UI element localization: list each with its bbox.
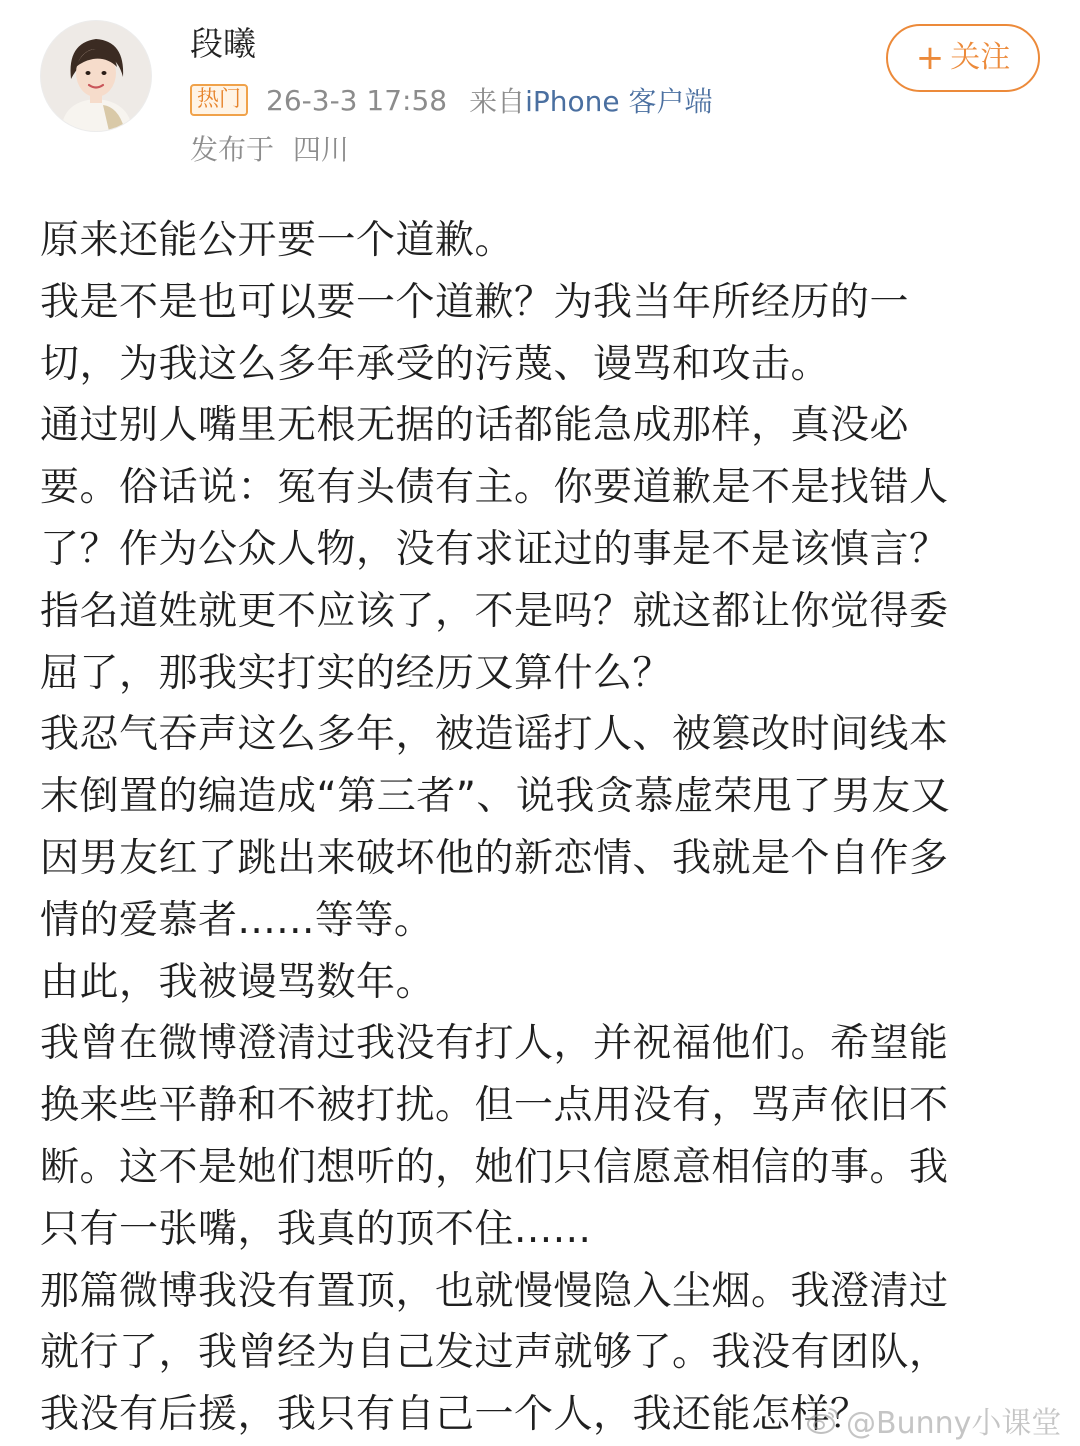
- post-text-line: 我是不是也可以要一个道歉？为我当年所经历的一: [40, 279, 910, 325]
- post-meta: [190, 80, 713, 120]
- post-text-line: 原来还能公开要一个道歉。: [40, 218, 515, 263]
- post-header: [0, 0, 1080, 180]
- post-text-line: 就行了，我曾经为自己发过声就够了。我没有团队，: [40, 1330, 949, 1376]
- post-text-line: 换来些平静和不被打扰。但一点用没有，骂声依旧不: [40, 1083, 949, 1129]
- post-text-line: 情的爱慕者......等等。: [40, 897, 434, 943]
- post-text-line: 指名道姓就更不应该了，不是吗？就这都让你觉得委: [40, 588, 949, 634]
- post-text-line: 屈了，那我实打实的经历又算什么？: [40, 650, 673, 696]
- post-text-line: 了？作为公众人物，没有求证过的事是不是该慎言？: [40, 526, 949, 572]
- hot-badge: 热门: [190, 84, 248, 116]
- post-text-line: 我忍气吞声这么多年，被造谣打人、被篡改时间线本: [40, 712, 949, 758]
- watermark-text: @Bunny小课堂: [846, 1406, 1062, 1441]
- source-prefix: 来自: [469, 85, 526, 118]
- post-text-line: 我没有后援，我只有自己一个人，我还能怎样？: [40, 1392, 870, 1438]
- post-text-line: 我曾在微博澄清过我没有打人，并祝福他们。希望能: [40, 1021, 949, 1067]
- avatar-photo-icon: [41, 21, 151, 131]
- post-text-line: 因男友红了跳出来破坏他的新恋情、我就是个自作多: [40, 835, 949, 881]
- post-location: [190, 130, 349, 170]
- post-text-line: 末倒置的编造成“第三者”、说我贪慕虚荣甩了男友又: [40, 774, 951, 820]
- post-time: 26-3-3 17:58: [266, 83, 448, 117]
- author-avatar[interactable]: [40, 20, 152, 132]
- post-text-line: 要。俗话说：冤有头债有主。你要道歉是不是找错人: [40, 465, 949, 511]
- post-text-line: 只有一张嘴，我真的顶不住......: [40, 1206, 592, 1252]
- location-label: 发布于: [190, 133, 275, 166]
- post-text-line: 断。这不是她们想听的，她们只信愿意相信的事。我: [40, 1144, 949, 1190]
- weibo-logo-icon: [806, 1405, 840, 1435]
- post-text-line: 由此，我被谩骂数年。: [40, 959, 436, 1005]
- watermark: [806, 1398, 1061, 1442]
- author-name[interactable]: 段曦: [190, 24, 256, 63]
- post-text-line: 通过别人嘴里无根无据的话都能急成那样，真没必: [40, 403, 910, 449]
- follow-button[interactable]: [886, 24, 1040, 92]
- location-value: 四川: [292, 133, 349, 166]
- post-text-line: 那篇微博我没有置顶，也就慢慢隐入尘烟。我澄清过: [40, 1268, 949, 1314]
- follow-button-label: 关注: [950, 40, 1011, 75]
- post-body: [40, 210, 1030, 1446]
- post-text-line: 切，为我这么多年承受的污蔑、谩骂和攻击。: [40, 341, 831, 387]
- source-device-link[interactable]: iPhone 客户端: [525, 85, 713, 118]
- plus-icon: +: [915, 38, 945, 78]
